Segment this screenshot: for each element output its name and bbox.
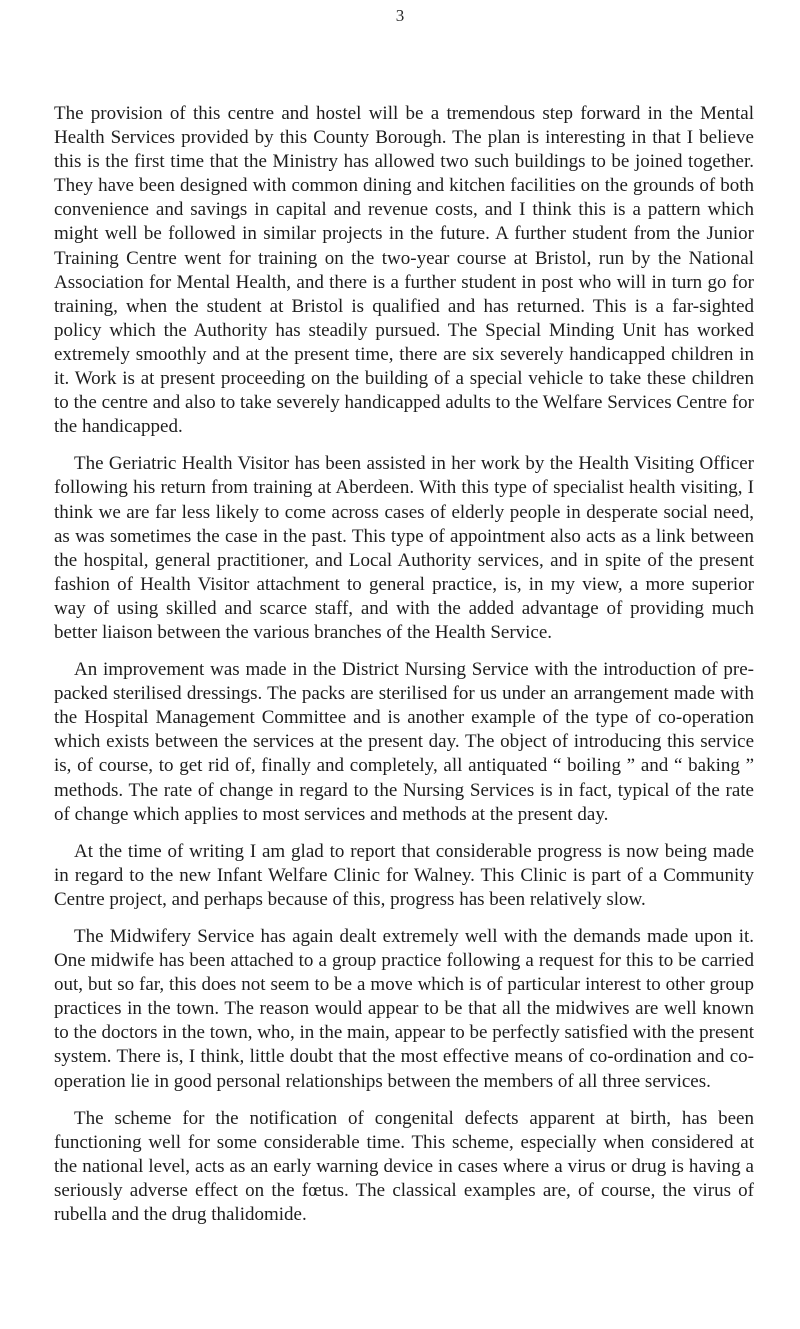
- page-number: 3: [395, 6, 405, 25]
- body-text: [54, 102, 754, 1240]
- paragraph-mental-health-centre: The provision of this centre and hostel will be a tremendous step forward in the Mental Health Services provided by this County Borough. The plan is interesting in that I believe this is the first time that the Ministry has allowed two such buildings to be joined together. They have been designed with common dining and kitchen facilities on the grounds of both convenience and savings in capital and revenue costs, and I think this is a pattern which might well be followed in similar projects in the future. A further student from the Junior Training Centre went for training on the two-year course at Bristol, run by the National Association for Mental Health, and there is a further student in post who will in turn go for training, when the student at Bristol is qualified and has returned. This is a far-sighted policy which the Authority has steadily pursued. The Special Minding Unit has worked extremely smoothly and at the present time, there are six severely handicapped children in it. Work is at present proceeding on the building of a special vehicle to take these children to the centre and also to take severely handicapped adults to the Welfare Services Centre for the handicapped.: [54, 103, 754, 438]
- paragraph-geriatric-health-visitor: The Geriatric Health Visitor has been assisted in her work by the Health Visiting Officer following his return from training at Aberdeen. With this type of specialist health visiting, I think we are far less likely to come across cases of elderly people in desperate social need, as was sometimes the case in the past. This type of appointment also acts as a link between the hospital, general practitioner, and Local Authority services, and in spite of the present fashion of Health Visitor attachment to general practice, is, in my view, a more superior way of using skilled and scarce staff, and with the added advantage of providing much better liaison between the various branches of the Health Service.: [54, 453, 754, 643]
- paragraph-district-nursing: An improvement was made in the District Nursing Service with the introduction of pre-packed sterilised dressings. The packs are sterilised for us under an arrangement made with the Hospital Management Committee and is another example of the type of co-operation which exists between the services at the present day. The object of introducing this service is, of course, to get rid of, finally and completely, all antiquated “ boiling ” and “ baking ” methods. The rate of change in regard to the Nursing Services is in fact, typical of the rate of change which applies to most services and methods at the present day.: [54, 659, 754, 825]
- paragraph-congenital-defects: The scheme for the notification of congenital defects apparent at birth, has been functioning well for some considerable time. This scheme, especially when considered at the national level, acts as an early warning device in cases where a virus or drug is having a seriously adverse effect on the fœtus. The classical examples are, of course, the virus of rubella and the drug thalidomide.: [54, 1107, 754, 1226]
- paragraph-midwifery-service: The Midwifery Service has again dealt extremely well with the demands made upon it. One midwife has been attached to a group practice following a request for this to be carried out, but so far, this does not seem to be a move which is of particular interest to other group practices in the town. The reason would appear to be that all the midwives are well known to the doctors in the town, who, in the main, appear to be perfectly satisfied with the present system. There is, I think, little doubt that the most effective means of co-ordination and co-operation lie in good personal relationships between the members of all three services.: [54, 926, 754, 1092]
- paragraph-infant-welfare-clinic: At the time of writing I am glad to report that considerable progress is now being made in regard to the new Infant Welfare Clinic for Walney. This Clinic is part of a Community Centre project, and perhaps because of this, progress has been relatively slow.: [54, 840, 754, 910]
